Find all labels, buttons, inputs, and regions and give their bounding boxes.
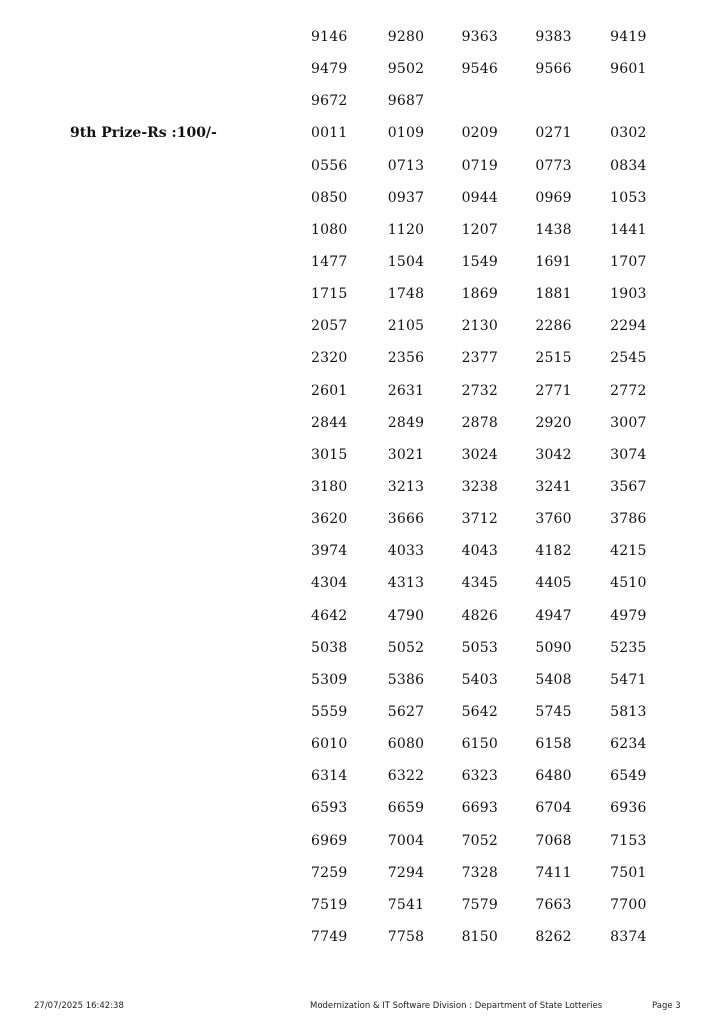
ticket-number: 9502 xyxy=(387,61,425,78)
number-row xyxy=(300,407,660,439)
ticket-number: 3712 xyxy=(461,511,498,528)
ticket-number: 1438 xyxy=(535,221,572,238)
ticket-number: 3666 xyxy=(387,511,425,528)
ticket-number: 1707 xyxy=(610,254,647,271)
ticket-number: 0773 xyxy=(535,157,572,174)
ticket-number: 2601 xyxy=(311,382,348,399)
ticket-number: 1748 xyxy=(387,286,425,303)
ticket-number: 2320 xyxy=(311,350,348,367)
ticket-number: 3786 xyxy=(610,511,647,528)
ticket-number: 2515 xyxy=(535,350,572,367)
number-row xyxy=(300,117,660,149)
ticket-number: 8374 xyxy=(610,929,647,945)
ticket-number: 6234 xyxy=(610,736,647,753)
number-row xyxy=(300,760,660,792)
ticket-number: 5408 xyxy=(535,671,572,688)
ticket-number: 6480 xyxy=(535,768,572,785)
number-row xyxy=(300,664,660,696)
ticket-number: 7259 xyxy=(311,864,348,881)
ticket-number: 9479 xyxy=(311,61,348,78)
number-row xyxy=(300,278,660,310)
ticket-number: 2772 xyxy=(610,382,647,399)
ticket-number: 4510 xyxy=(610,575,647,592)
print-datetime: 27/07/2025 16:42:38 xyxy=(34,1001,124,1011)
number-row xyxy=(300,214,660,246)
ticket-number: 6314 xyxy=(311,768,348,785)
ticket-number: 7068 xyxy=(535,832,572,849)
number-row xyxy=(300,600,660,632)
ticket-number: 0209 xyxy=(461,125,498,142)
ticket-number: 7749 xyxy=(311,929,348,945)
ticket-number: 0109 xyxy=(387,125,425,142)
page-footer xyxy=(0,999,724,1015)
number-row xyxy=(300,342,660,374)
ticket-number: 3007 xyxy=(610,414,647,431)
ticket-number: 6936 xyxy=(610,800,647,817)
number-row xyxy=(300,792,660,824)
ticket-number: 3021 xyxy=(387,446,425,463)
ticket-number: 8150 xyxy=(461,929,498,945)
ticket-number: 7758 xyxy=(387,929,425,945)
ticket-number: 4182 xyxy=(535,543,572,560)
ticket-number: 6158 xyxy=(535,736,572,753)
winning-numbers-grid xyxy=(300,21,660,953)
ticket-number: 0834 xyxy=(610,157,647,174)
number-row xyxy=(300,439,660,471)
number-row xyxy=(300,150,660,182)
number-row xyxy=(300,471,660,503)
ticket-number: 5038 xyxy=(311,639,348,656)
ticket-number: 7294 xyxy=(387,864,425,881)
ticket-number: 5403 xyxy=(461,671,498,688)
ticket-number: 3042 xyxy=(535,446,572,463)
ticket-number: 2356 xyxy=(387,350,425,367)
ticket-number: 4826 xyxy=(461,607,498,624)
ticket-number: 9280 xyxy=(387,29,425,46)
ticket-number: 5090 xyxy=(535,639,572,656)
ticket-number: 2878 xyxy=(461,414,498,431)
ticket-number: 6969 xyxy=(311,832,348,849)
ticket-number: 6659 xyxy=(387,800,425,817)
number-row xyxy=(300,728,660,760)
page-number: Page 3 xyxy=(652,1001,681,1011)
number-row xyxy=(300,696,660,728)
ticket-number: 0271 xyxy=(535,125,572,142)
ticket-number: 2057 xyxy=(311,318,348,335)
ticket-number: 2920 xyxy=(535,414,572,431)
ticket-number: 3974 xyxy=(311,543,348,560)
ticket-number: 6549 xyxy=(610,768,647,785)
ticket-number: 0302 xyxy=(610,125,647,142)
ticket-number: 0556 xyxy=(311,157,348,174)
ticket-number: 5813 xyxy=(610,704,647,721)
ticket-number: 5309 xyxy=(311,671,348,688)
number-row xyxy=(300,246,660,278)
ticket-number: 9566 xyxy=(535,61,572,78)
ticket-number: 5235 xyxy=(610,639,647,656)
ticket-number: 2294 xyxy=(610,318,647,335)
division-name: Modernization & IT Software Division : Department of State Lotteries xyxy=(310,1001,603,1011)
ticket-number: 3213 xyxy=(387,479,425,496)
ticket-number: 1549 xyxy=(461,254,498,271)
ticket-number: 1207 xyxy=(461,221,498,238)
ticket-number: 4304 xyxy=(311,575,348,592)
ticket-number: 3074 xyxy=(610,446,647,463)
ticket-number: 3620 xyxy=(311,511,348,528)
ticket-number: 6010 xyxy=(311,736,348,753)
ticket-number: 7004 xyxy=(387,832,425,849)
number-row xyxy=(300,182,660,214)
ticket-number: 2844 xyxy=(311,414,348,431)
ticket-number: 7153 xyxy=(610,832,647,849)
ticket-number: 7501 xyxy=(610,864,647,881)
ticket-number: 4979 xyxy=(610,607,647,624)
ticket-number: 1691 xyxy=(535,254,572,271)
ticket-number: 5386 xyxy=(387,671,425,688)
ticket-number: 0969 xyxy=(535,189,572,206)
ticket-number: 7519 xyxy=(311,896,348,913)
ticket-number: 9687 xyxy=(387,93,425,110)
number-row xyxy=(300,857,660,889)
ticket-number: 5559 xyxy=(311,704,348,721)
ticket-number: 2732 xyxy=(461,382,498,399)
ticket-number: 1080 xyxy=(311,221,348,238)
number-row xyxy=(300,921,660,953)
ticket-number: 2849 xyxy=(387,414,425,431)
ticket-number: 9363 xyxy=(461,29,498,46)
ticket-number: 3567 xyxy=(610,479,647,496)
number-row xyxy=(300,53,660,85)
ticket-number: 6080 xyxy=(387,736,425,753)
number-row xyxy=(300,85,660,117)
ticket-number: 4345 xyxy=(461,575,498,592)
ticket-number: 1053 xyxy=(610,189,647,206)
ticket-number: 0011 xyxy=(311,125,348,142)
ticket-number: 3760 xyxy=(535,511,572,528)
ticket-number: 9383 xyxy=(535,29,572,46)
ticket-number: 2631 xyxy=(387,382,425,399)
prize-label: 9th Prize-Rs :100/- xyxy=(70,125,217,141)
ticket-number: 6693 xyxy=(461,800,498,817)
number-row xyxy=(300,632,660,664)
ticket-number: 5471 xyxy=(610,671,647,688)
ticket-number: 7663 xyxy=(535,896,572,913)
number-row xyxy=(300,825,660,857)
ticket-number: 0944 xyxy=(461,189,498,206)
number-row xyxy=(300,503,660,535)
number-row xyxy=(300,535,660,567)
ticket-number: 3015 xyxy=(311,446,348,463)
ticket-number: 1903 xyxy=(610,286,647,303)
ticket-number: 2105 xyxy=(387,318,425,335)
ticket-number: 7052 xyxy=(461,832,498,849)
ticket-number: 6593 xyxy=(311,800,348,817)
ticket-number: 5642 xyxy=(461,704,498,721)
number-row xyxy=(300,889,660,921)
number-row xyxy=(300,310,660,342)
ticket-number: 5745 xyxy=(535,704,572,721)
ticket-number: 6150 xyxy=(461,736,498,753)
ticket-number: 5052 xyxy=(387,639,425,656)
ticket-number: 3024 xyxy=(461,446,498,463)
number-row xyxy=(300,21,660,53)
ticket-number: 5627 xyxy=(387,704,425,721)
ticket-number: 7579 xyxy=(461,896,498,913)
ticket-number: 7328 xyxy=(461,864,498,881)
ticket-number: 2545 xyxy=(610,350,647,367)
ticket-number: 7411 xyxy=(535,864,572,881)
ticket-number: 1869 xyxy=(461,286,498,303)
number-row xyxy=(300,375,660,407)
ticket-number: 3180 xyxy=(311,479,348,496)
ticket-number: 4043 xyxy=(461,543,498,560)
ticket-number: 4033 xyxy=(387,543,425,560)
ticket-number: 6322 xyxy=(387,768,425,785)
ticket-number: 0719 xyxy=(461,157,498,174)
ticket-number: 4215 xyxy=(610,543,647,560)
ticket-number: 1715 xyxy=(311,286,348,303)
ticket-number: 0850 xyxy=(311,189,348,206)
ticket-number: 4405 xyxy=(535,575,572,592)
ticket-number: 9146 xyxy=(311,29,348,46)
ticket-number: 4313 xyxy=(387,575,425,592)
ticket-number: 0937 xyxy=(387,189,425,206)
ticket-number: 6323 xyxy=(461,768,498,785)
ticket-number: 3241 xyxy=(535,479,572,496)
ticket-number: 8262 xyxy=(535,929,572,945)
ticket-number: 7700 xyxy=(610,896,647,913)
ticket-number: 1504 xyxy=(387,254,425,271)
ticket-number: 2286 xyxy=(535,318,572,335)
ticket-number: 1477 xyxy=(311,254,348,271)
ticket-number: 0713 xyxy=(387,157,425,174)
ticket-number: 3238 xyxy=(461,479,498,496)
ticket-number: 7541 xyxy=(387,896,425,913)
ticket-number: 2377 xyxy=(461,350,498,367)
ticket-number: 5053 xyxy=(461,639,498,656)
ticket-number: 9672 xyxy=(311,93,348,110)
ticket-number: 9546 xyxy=(461,61,498,78)
ticket-number: 4947 xyxy=(535,607,572,624)
ticket-number: 4790 xyxy=(387,607,425,624)
ticket-number: 4642 xyxy=(311,607,348,624)
ticket-number: 2771 xyxy=(535,382,572,399)
ticket-number: 9419 xyxy=(610,29,647,46)
ticket-number: 6704 xyxy=(535,800,572,817)
number-row xyxy=(300,567,660,599)
ticket-number: 2130 xyxy=(461,318,498,335)
ticket-number: 1120 xyxy=(387,221,425,238)
ticket-number: 9601 xyxy=(610,61,647,78)
ticket-number: 1881 xyxy=(535,286,572,303)
ticket-number: 1441 xyxy=(610,221,647,238)
